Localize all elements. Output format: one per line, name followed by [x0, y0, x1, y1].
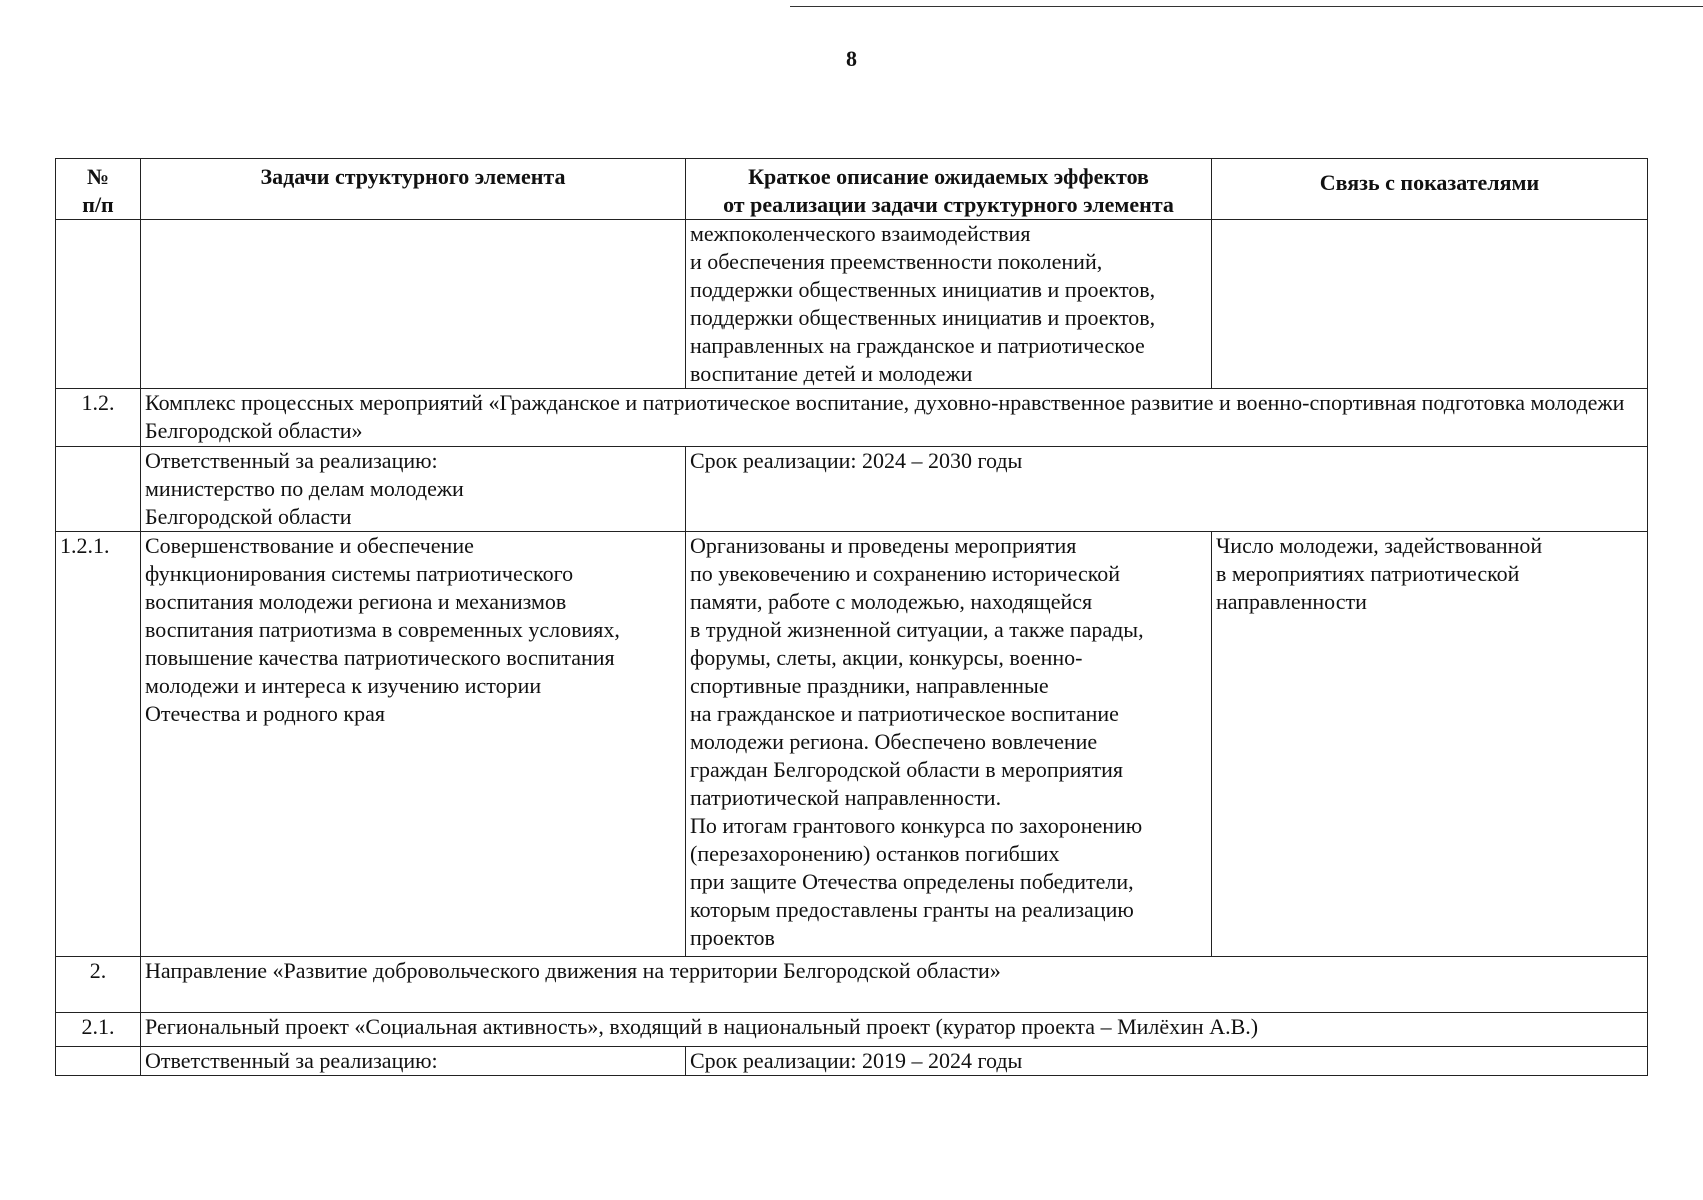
cell-empty: [141, 220, 686, 389]
table-header-row: [56, 159, 1648, 220]
header-effects: Краткое описание ожидаемых эффектов от реализации задачи структурного элемента: [686, 159, 1212, 220]
section-title: Направление «Развитие добровольческого движения на территории Белгородской области»: [141, 957, 1648, 1013]
row-number: 1.2.1.: [56, 532, 141, 957]
table-row-continuation: [56, 220, 1648, 389]
section-title: Региональный проект «Социальная активность», входящий в национальный проект (куратор проекта – Милёхин А.В.): [141, 1013, 1648, 1047]
document-table: [55, 158, 1648, 1076]
table-row-1-2: [56, 389, 1648, 447]
indicator-cell: Число молодежи, задействованной в мероприятиях патриотической направленности: [1212, 532, 1648, 957]
task-cell: Совершенствование и обеспечение функционирования системы патриотического воспитания молодежи региона и механизмов воспитания патриотизма в современных условиях, повышение качества патриотического воспитания молодежи и интереса к изучению истории Отечества и родного края: [141, 532, 686, 957]
table-row-2-1: [56, 1013, 1648, 1047]
cell-empty: [56, 1047, 141, 1076]
table-row-1-2-1: [56, 532, 1648, 957]
header-indicators: Связь с показателями: [1212, 159, 1648, 220]
table-row-2: [56, 957, 1648, 1013]
header-tasks: Задачи структурного элемента: [141, 159, 686, 220]
effects-cell: Организованы и проведены мероприятия по увековечению и сохранению исторической памяти, работе с молодежью, находящейся в трудной жизненной ситуации, а также парады, форумы, слеты, акции, конкурсы, военно- спортивные праздники, направленные на гражданское и патриотическое воспитание молодежи региона. Обеспечено вовлечение граждан Белгородской области в мероприятия патриотической направленности. По итогам грантового конкурса по захоронению (перезахоронению) останков погибших при защите Отечества определены победители, которым предоставлены гранты на реализацию проектов: [686, 532, 1212, 957]
row-number: 2.1.: [56, 1013, 141, 1047]
header-number: № п/п: [56, 159, 141, 220]
section-title: Комплекс процессных мероприятий «Гражданское и патриотическое воспитание, духовно-нравственное развитие и военно-спортивная подготовка молодежи Белгородской области»: [141, 389, 1648, 447]
top-rule: [790, 6, 1703, 7]
responsible-cell: Ответственный за реализацию: министерство по делам молодежи Белгородской области: [141, 447, 686, 532]
row-number: 2.: [56, 957, 141, 1013]
row-number: 1.2.: [56, 389, 141, 447]
cell-empty: [1212, 220, 1648, 389]
term-cell: Срок реализации: 2019 – 2024 годы: [686, 1047, 1648, 1076]
page-number: 8: [846, 46, 857, 71]
responsible-cell: Ответственный за реализацию:: [141, 1047, 686, 1076]
cell-empty: [56, 220, 141, 389]
cell-empty: [56, 447, 141, 532]
term-cell: Срок реализации: 2024 – 2030 годы: [686, 447, 1648, 532]
table-row-2-1-responsible: [56, 1047, 1648, 1076]
cell-effects-continuation: межпоколенческого взаимодействия и обеспечения преемственности поколений, поддержки общественных инициатив и проектов, поддержки общественных инициатив и проектов, направленных на гражданское и патриотическое воспитание детей и молодежи: [686, 220, 1212, 389]
table-row-1-2-responsible: [56, 447, 1648, 532]
